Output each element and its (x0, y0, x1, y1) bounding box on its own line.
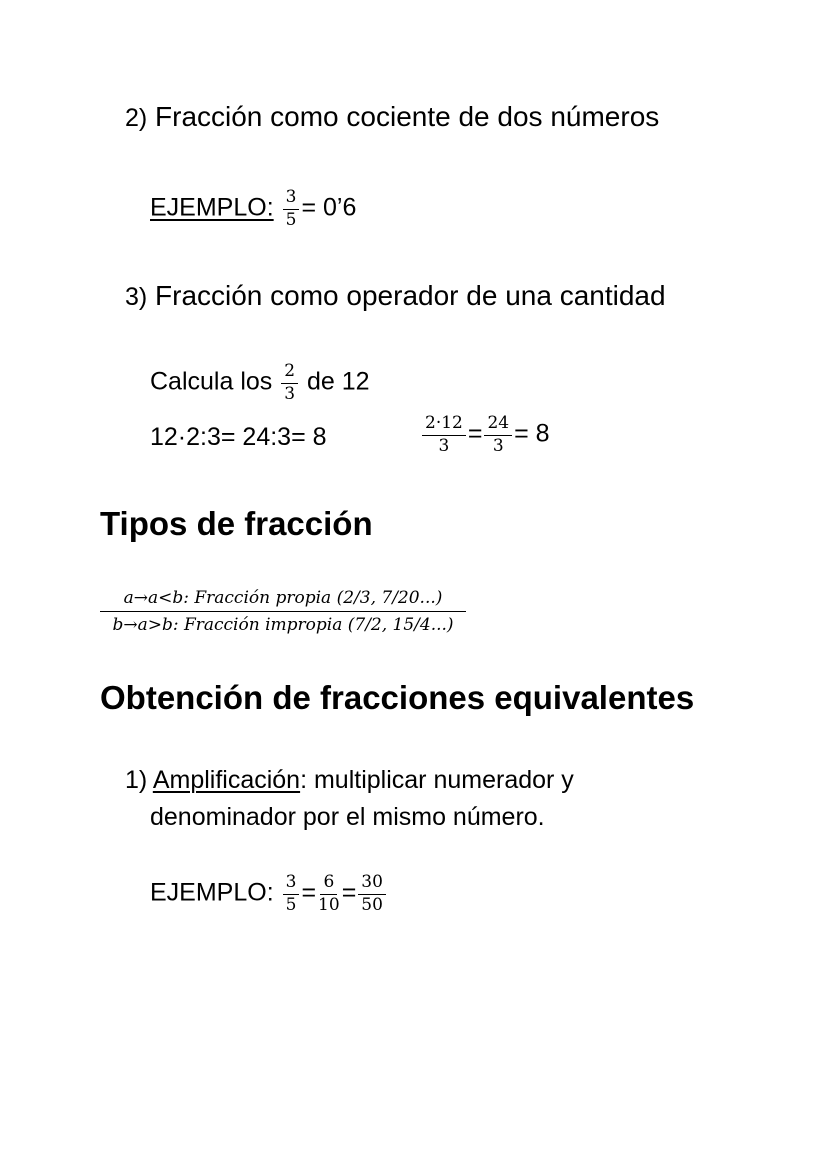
example-label: EJEMPLO: (150, 193, 274, 222)
section-3-heading (125, 280, 666, 312)
fraction-24-3: $\frac{24}{3}$ (484, 414, 512, 456)
amplificacion-text-1: : multiplicar numerador y (300, 766, 574, 794)
obtencion-heading: Obtención de fracciones equivalentes (100, 679, 695, 716)
fraction-6-10: $\frac{6}{10}$ (318, 872, 340, 915)
tipos-line-propia: a→a<b: Fracción propia (2/3, 7/20...) (100, 588, 466, 612)
fraction-2-3: $\frac{2}{3}$ (281, 362, 298, 404)
method-1: 12·2:3= 24:3= 8 (150, 423, 327, 451)
calcula-prefix: Calcula los (150, 367, 273, 396)
equals-1: = (301, 878, 317, 907)
section-3-text: Fracción como operador de una cantidad (155, 280, 666, 311)
fraction-30-50: $\frac{30}{50}$ (358, 873, 386, 915)
section-2-heading (125, 101, 659, 133)
item-1-number: 1) (125, 766, 148, 794)
equals-2: = (341, 878, 357, 907)
fraction-3-5: $\frac{3}{5}$ (283, 188, 300, 230)
fraction-2x12-3: $\frac{2\cdot 12}{3}$ (422, 414, 466, 456)
example-result: = 0’6 (301, 193, 357, 222)
amplificacion-text-2: denominador por el mismo número. (150, 803, 545, 831)
amplificacion-example (150, 873, 388, 915)
section-2-number: 2) (125, 104, 148, 132)
amplificacion-term: Amplificación (152, 766, 301, 794)
calcula-line (150, 362, 370, 404)
tipos-heading: Tipos de fracción (100, 505, 373, 542)
section-2-text: Fracción como cociente de dos números (155, 101, 660, 132)
method-2 (420, 414, 550, 456)
method-2-result: = 8 (514, 419, 550, 448)
example-label-2: EJEMPLO: (150, 878, 274, 907)
section-3-number: 3) (125, 283, 148, 311)
tipos-fraction (100, 588, 466, 635)
section-2-example (150, 188, 356, 230)
amplificacion-item (125, 762, 574, 836)
calcula-suffix: de 12 (307, 367, 370, 396)
method-2-equals: = (467, 419, 483, 448)
fraction-3-5-b: $\frac{3}{5}$ (283, 873, 300, 915)
tipos-line-impropia: b→a>b: Fracción impropia (7/2, 15/4...) (112, 615, 454, 635)
